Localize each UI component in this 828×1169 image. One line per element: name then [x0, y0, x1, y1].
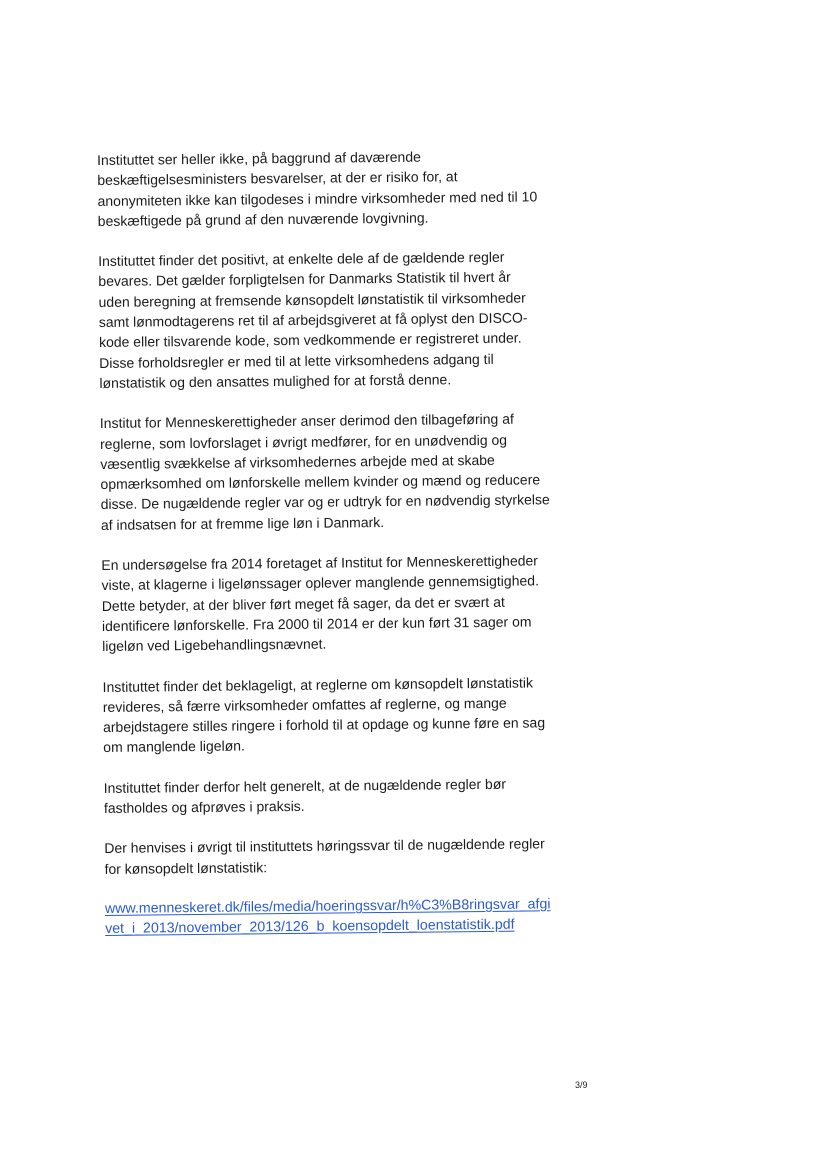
paragraph-study-2014: [101, 550, 582, 657]
paragraph-weakening: [100, 408, 581, 535]
text-line: opmærksomhed om lønforskelle mellem kvinder og mænd og reducere: [100, 471, 541, 493]
paragraph-conclusion: [104, 773, 584, 819]
reference-link-line[interactable]: www.menneskeret.dk/files/media/hoeringssvar/h%C3%B8ringsvar_afgi: [104, 896, 551, 917]
text-line: samt lønmodtagerens ret til af arbejdsgiveret at få oplyst den DISCO-: [98, 309, 528, 331]
text-line: Instituttet finder det positivt, at enkelte dele af de gældende regler: [98, 248, 505, 270]
paragraph-regret: [103, 671, 584, 757]
text-line: kode eller tilsvarende kode, som vedkommende er registreret under.: [98, 329, 522, 351]
text-line: Disse forholdsregler er med til at lette virksomhedens adgang til: [99, 350, 494, 371]
text-line: identificere lønforskelle. Fra 2000 til 2014 er der kun ført 31 sager om: [101, 613, 532, 634]
reference-link-line[interactable]: vet_i_2013/november_2013/126_b_koensopdelt_loenstatistik.pdf: [105, 916, 515, 938]
text-line: Instituttet finder derfor helt generelt, at de nugældende regler bør: [103, 775, 507, 796]
text-line: om manglende ligeløn.: [103, 737, 245, 756]
document-body: [97, 145, 585, 959]
text-line: Instituttet finder det beklageligt, at reglerne om kønsopdelt lønstatistik: [102, 673, 534, 695]
paragraph-anonymity: [97, 145, 578, 231]
text-line: bevares. Det gælder forpligtelsen for Danmarks Statistik til hvert år: [98, 269, 511, 290]
text-line: Instituttet ser heller ikke, på baggrund af daværende: [97, 148, 421, 168]
text-line: arbejdstagere stilles ringere i forhold til at opdage og kunne føre en sag: [102, 714, 546, 736]
text-line: Institut for Menneskerettigheder anser derimod den tilbageføring af: [99, 410, 514, 432]
page-number: 3/9: [575, 1080, 588, 1090]
text-line: beskæftigede på grund af den nuværende lovgivning.: [97, 209, 429, 229]
paragraph-positive-rules: [98, 246, 579, 393]
text-line: væsentlig svækkelse af virksomhedernes arbejde med at skabe: [100, 451, 495, 472]
text-line: uden beregning at fremsende kønsopdelt lønstatistik til virksomheder: [98, 289, 526, 310]
text-line: ligeløn ved Ligebehandlingsnævnet.: [102, 635, 327, 655]
paragraph-reference: [104, 833, 584, 879]
text-line: En undersøgelse fra 2014 foretaget af Institut for Menneskerettigheder: [101, 552, 538, 574]
text-line: revideres, så færre virksomheder omfattes af reglerne, og mange: [102, 694, 507, 715]
text-line: Der henvises i øvrigt til instituttets høringssvar til de nugældende regler: [104, 835, 545, 857]
text-line: anonymiteten ikke kan tilgodeses i mindre virksomheder med ned til 10: [97, 187, 538, 209]
text-line: reglerne, som lovforslaget i øvrigt medfører, for en unødvendig og: [99, 431, 508, 452]
text-line: for kønsopdelt lønstatistik:: [104, 858, 268, 877]
text-line: fastholdes og afprøves i praksis.: [103, 797, 305, 816]
text-line: beskæftigelsesministers besvarelser, at der er risiko for, at: [97, 168, 458, 189]
text-line: disse. De nugældende regler var og er udtryk for en nødvendig styrkelse: [100, 491, 550, 513]
reference-link[interactable]: [105, 894, 585, 940]
text-line: af indsatsen for at fremme lige løn i Danmark.: [100, 513, 385, 533]
text-line: Dette betyder, at der bliver ført meget få sager, da det er svært at: [101, 593, 505, 614]
text-line: lønstatistik og den ansattes mulighed for at forstå denne.: [99, 371, 452, 391]
text-line: viste, at klagerne i ligelønssager oplever manglende gennemsigtighed.: [101, 572, 539, 594]
